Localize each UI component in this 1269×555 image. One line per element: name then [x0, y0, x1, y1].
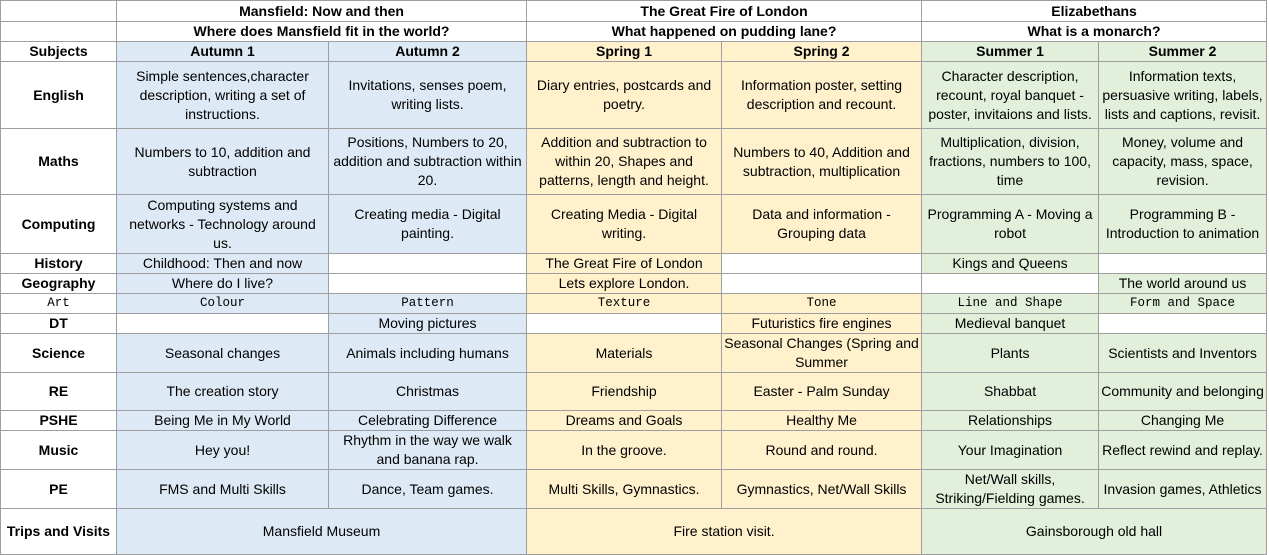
table-cell: Numbers to 40, Addition and subtraction, multiplication: [722, 129, 922, 195]
table-cell: Money, volume and capacity, mass, space, revision.: [1099, 129, 1267, 195]
subject-label: Geography: [1, 274, 117, 294]
corner-cell: [1, 1, 117, 22]
table-cell: Addition and subtraction to within 20, Shapes and patterns, length and height.: [527, 129, 722, 195]
table-cell: Lets explore London.: [527, 274, 722, 294]
table-cell: Computing systems and networks - Technology around us.: [117, 195, 329, 254]
table-cell: The Great Fire of London: [527, 254, 722, 274]
table-cell: Pattern: [329, 294, 527, 314]
table-cell: Gymnastics, Net/Wall Skills: [722, 470, 922, 509]
table-cell: Rhythm in the way we walk and banana rap.: [329, 431, 527, 470]
subjects-header: Subjects: [1, 42, 117, 62]
term-header: Autumn 2: [329, 42, 527, 62]
table-cell: In the groove.: [527, 431, 722, 470]
table-cell: Invitations, senses poem, writing lists.: [329, 62, 527, 129]
table-cell: Community and belonging: [1099, 373, 1267, 411]
table-cell: Your Imagination: [922, 431, 1099, 470]
term-header: Spring 1: [527, 42, 722, 62]
table-cell: Seasonal changes: [117, 334, 329, 373]
table-cell: [922, 274, 1099, 294]
table-row-computing: [1, 195, 1267, 254]
table-row-music: [1, 431, 1267, 470]
subject-label: Music: [1, 431, 117, 470]
table-cell: Hey you!: [117, 431, 329, 470]
table-cell: Round and round.: [722, 431, 922, 470]
table-cell: Christmas: [329, 373, 527, 411]
table-cell: Friendship: [527, 373, 722, 411]
table-cell: Data and information - Grouping data: [722, 195, 922, 254]
topic-question-summer: What is a monarch?: [922, 22, 1267, 42]
term-header: Summer 2: [1099, 42, 1267, 62]
table-cell: Animals including humans: [329, 334, 527, 373]
table-cell: Where do I live?: [117, 274, 329, 294]
table-row-english: [1, 62, 1267, 129]
table-cell: [527, 314, 722, 334]
table-cell: Invasion games, Athletics: [1099, 470, 1267, 509]
table-cell: Materials: [527, 334, 722, 373]
topic-question-autumn: Where does Mansfield fit in the world?: [117, 22, 527, 42]
subject-label: DT: [1, 314, 117, 334]
table-row-pe: [1, 470, 1267, 509]
table-cell: Diary entries, postcards and poetry.: [527, 62, 722, 129]
table-cell: Colour: [117, 294, 329, 314]
corner-cell-2: [1, 22, 117, 42]
table-cell: Tone: [722, 294, 922, 314]
table-row-trips: [1, 509, 1267, 555]
table-cell: Creating media - Digital painting.: [329, 195, 527, 254]
table-row-history: [1, 254, 1267, 274]
table-cell: Form and Space: [1099, 294, 1267, 314]
table-cell: [117, 314, 329, 334]
table-cell: Kings and Queens: [922, 254, 1099, 274]
trip-cell-summer: Gainsborough old hall: [922, 509, 1267, 555]
table-cell: Futuristics fire engines: [722, 314, 922, 334]
table-cell: Numbers to 10, addition and subtraction: [117, 129, 329, 195]
subject-label: Computing: [1, 195, 117, 254]
topic-title-spring: The Great Fire of London: [527, 1, 922, 22]
subject-label: PE: [1, 470, 117, 509]
topic-question-spring: What happened on pudding lane?: [527, 22, 922, 42]
table-row-re: [1, 373, 1267, 411]
table-cell: [1099, 314, 1267, 334]
table-cell: [722, 254, 922, 274]
term-header-row: [1, 42, 1267, 62]
table-cell: Scientists and Inventors: [1099, 334, 1267, 373]
table-cell: Plants: [922, 334, 1099, 373]
table-row-art: [1, 294, 1267, 314]
term-header: Autumn 1: [117, 42, 329, 62]
table-cell: Texture: [527, 294, 722, 314]
table-cell: [329, 254, 527, 274]
topic-question-row: [1, 22, 1267, 42]
table-cell: Healthy Me: [722, 411, 922, 431]
table-cell: Reflect rewind and replay.: [1099, 431, 1267, 470]
table-cell: Dreams and Goals: [527, 411, 722, 431]
table-cell: Relationships: [922, 411, 1099, 431]
subject-label: History: [1, 254, 117, 274]
trip-cell-autumn: Mansfield Museum: [117, 509, 527, 555]
table-cell: [329, 274, 527, 294]
subject-label: Science: [1, 334, 117, 373]
table-cell: The creation story: [117, 373, 329, 411]
topic-title-autumn: Mansfield: Now and then: [117, 1, 527, 22]
table-cell: Easter - Palm Sunday: [722, 373, 922, 411]
subject-label: English: [1, 62, 117, 129]
subject-label: RE: [1, 373, 117, 411]
subject-label: Art: [1, 294, 117, 314]
table-cell: Moving pictures: [329, 314, 527, 334]
topic-title-summer: Elizabethans: [922, 1, 1267, 22]
subject-label: Maths: [1, 129, 117, 195]
table-cell: Information poster, setting description and recount.: [722, 62, 922, 129]
table-cell: Medieval banquet: [922, 314, 1099, 334]
table-cell: Dance, Team games.: [329, 470, 527, 509]
table-row-dt: [1, 314, 1267, 334]
table-cell: Information texts, persuasive writing, labels, lists and captions, revisit.: [1099, 62, 1267, 129]
subject-label: Trips and Visits: [1, 509, 117, 555]
table-cell: Line and Shape: [922, 294, 1099, 314]
table-cell: Net/Wall skills, Striking/Fielding games.: [922, 470, 1099, 509]
table-cell: FMS and Multi Skills: [117, 470, 329, 509]
table-cell: Childhood: Then and now: [117, 254, 329, 274]
table-cell: The world around us: [1099, 274, 1267, 294]
table-cell: Shabbat: [922, 373, 1099, 411]
term-header: Spring 2: [722, 42, 922, 62]
table-cell: Celebrating Difference: [329, 411, 527, 431]
table-cell: Multiplication, division, fractions, numbers to 100, time: [922, 129, 1099, 195]
table-row-pshe: [1, 411, 1267, 431]
table-cell: Programming A - Moving a robot: [922, 195, 1099, 254]
table-cell: Seasonal Changes (Spring and Summer: [722, 334, 922, 373]
subject-label: PSHE: [1, 411, 117, 431]
table-cell: [722, 274, 922, 294]
table-cell: Multi Skills, Gymnastics.: [527, 470, 722, 509]
table-cell: Positions, Numbers to 20, addition and subtraction within 20.: [329, 129, 527, 195]
table-cell: Creating Media - Digital writing.: [527, 195, 722, 254]
trip-cell-spring: Fire station visit.: [527, 509, 922, 555]
topic-title-row: [1, 1, 1267, 22]
table-row-maths: [1, 129, 1267, 195]
table-cell: Being Me in My World: [117, 411, 329, 431]
term-header: Summer 1: [922, 42, 1099, 62]
table-cell: Character description, recount, royal banquet - poster, invitaions and lists.: [922, 62, 1099, 129]
table-row-science: [1, 334, 1267, 373]
table-cell: [1099, 254, 1267, 274]
table-cell: Simple sentences,character description, writing a set of instructions.: [117, 62, 329, 129]
table-cell: Changing Me: [1099, 411, 1267, 431]
table-cell: Programming B - Introduction to animation: [1099, 195, 1267, 254]
table-row-geography: [1, 274, 1267, 294]
